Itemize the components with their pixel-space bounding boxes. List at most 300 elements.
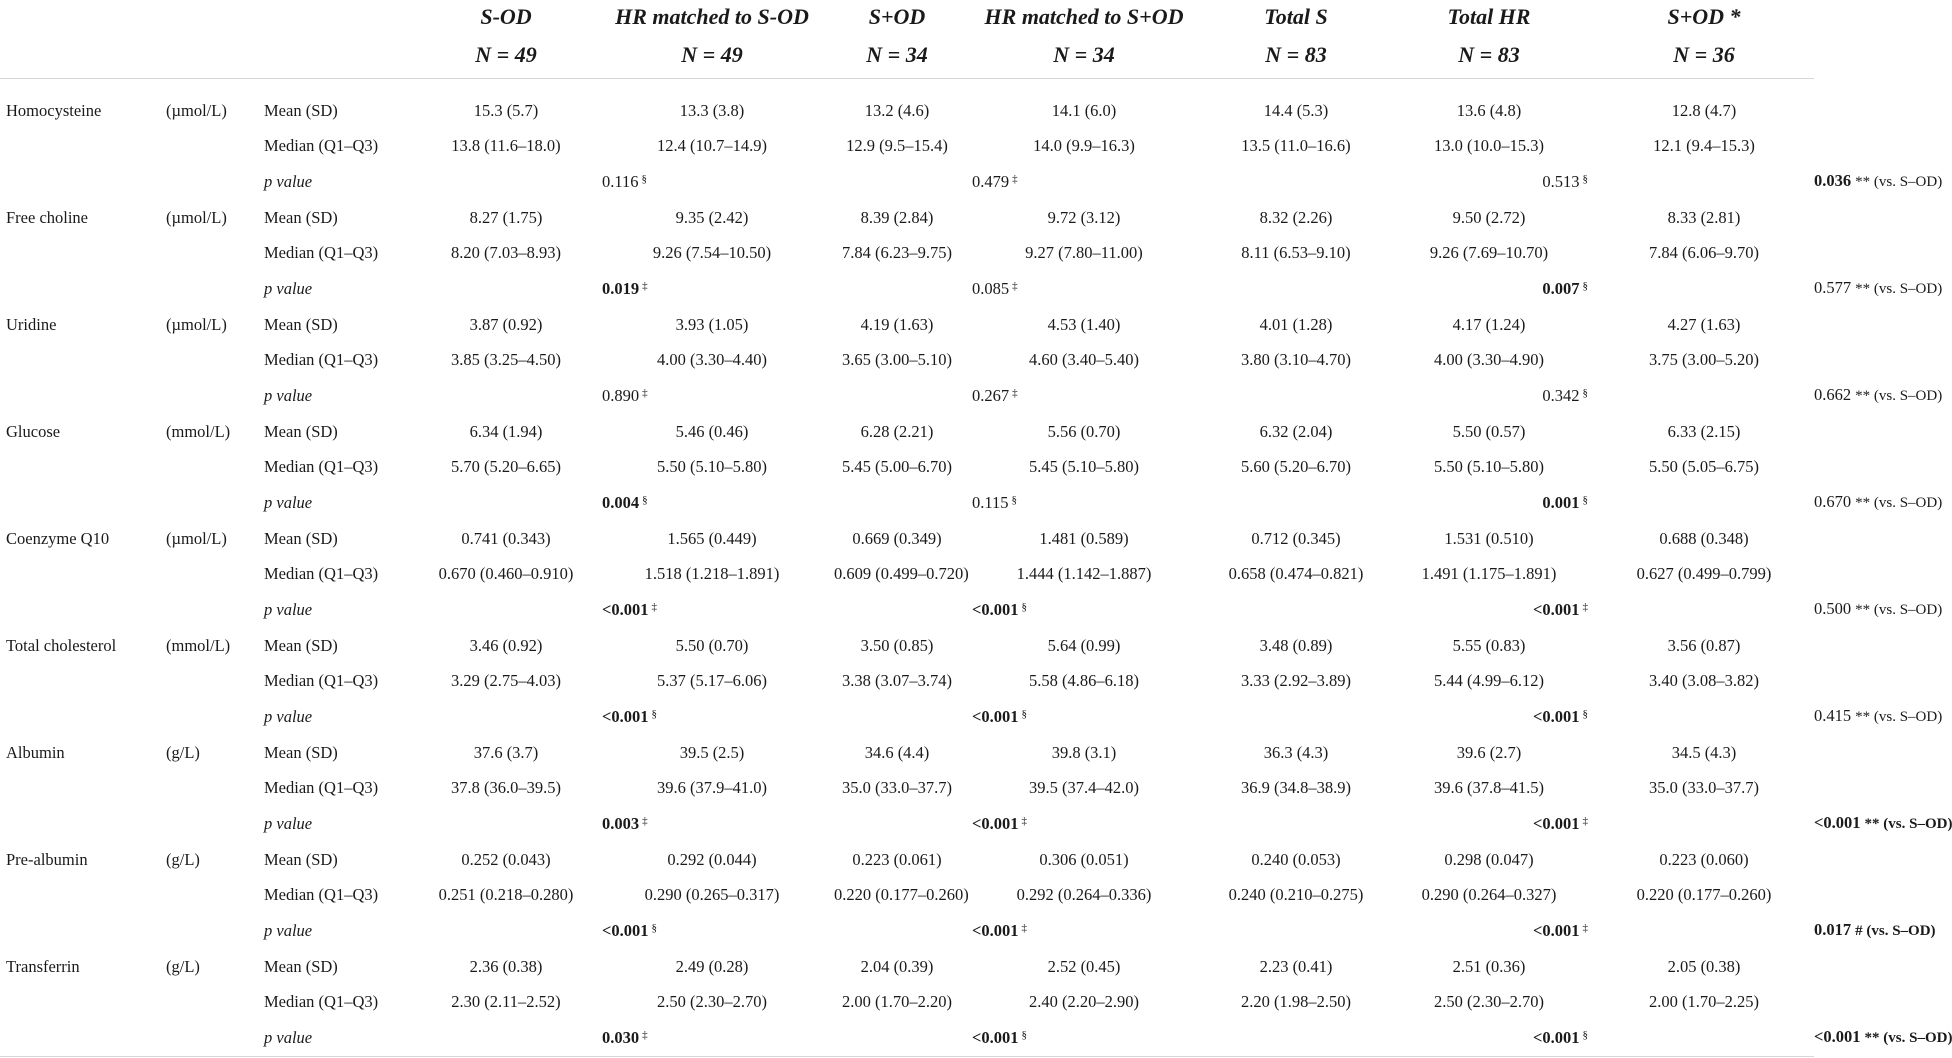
stat-label: Median (Q1–Q3) bbox=[264, 243, 379, 262]
mean-value: 2.52 (0.45) bbox=[1047, 957, 1121, 976]
p-test-mark: § bbox=[1021, 1029, 1028, 1041]
column-title: HR matched to S-OD bbox=[615, 4, 809, 29]
median-value: 0.290 (0.264–0.327) bbox=[1421, 885, 1557, 904]
p-test-mark: ‡ bbox=[1012, 280, 1018, 292]
table-row-median bbox=[0, 770, 1814, 805]
mean-value: 6.33 (2.15) bbox=[1667, 422, 1741, 441]
mean-value: 6.28 (2.21) bbox=[860, 422, 934, 441]
mean-value: 39.8 (3.1) bbox=[1051, 743, 1117, 762]
median-value: 5.45 (5.10–5.80) bbox=[1029, 457, 1139, 476]
mean-value: 36.3 (4.3) bbox=[1263, 743, 1329, 762]
stat-label: p value bbox=[264, 172, 313, 191]
p-value-cell bbox=[590, 591, 834, 628]
median-value: 3.38 (3.07–3.74) bbox=[842, 671, 952, 690]
table-row-median bbox=[0, 128, 1814, 163]
stat-label: Median (Q1–Q3) bbox=[264, 136, 379, 155]
variable-unit: (µmol/L) bbox=[166, 101, 227, 120]
median-value: 7.84 (6.23–9.75) bbox=[842, 243, 952, 262]
stat-label: Mean (SD) bbox=[264, 422, 338, 441]
p-test-mark: ‡ bbox=[1021, 922, 1028, 934]
p-value-cell bbox=[960, 484, 1208, 521]
median-value: 3.40 (3.08–3.82) bbox=[1649, 671, 1759, 690]
median-value: 0.220 (0.177–0.260) bbox=[834, 885, 969, 904]
p-comparison-note: ** (vs. S–OD) bbox=[1855, 388, 1943, 404]
p-value-cell bbox=[590, 163, 834, 200]
stat-label: p value bbox=[264, 386, 313, 405]
mean-value: 34.5 (4.3) bbox=[1671, 743, 1737, 762]
median-value: 5.50 (5.05–6.75) bbox=[1649, 457, 1759, 476]
table-row-mean bbox=[0, 307, 1814, 342]
median-value: 13.8 (11.6–18.0) bbox=[451, 136, 561, 155]
median-value: 39.6 (37.9–41.0) bbox=[657, 778, 767, 797]
mean-value: 0.223 (0.060) bbox=[1659, 850, 1749, 869]
median-value: 9.26 (7.69–10.70) bbox=[1429, 243, 1549, 262]
median-value: 4.00 (3.30–4.40) bbox=[657, 350, 767, 369]
median-value: 3.65 (3.00–5.10) bbox=[842, 350, 952, 369]
p-test-mark: ‡ bbox=[642, 815, 648, 827]
p-value-cell bbox=[1384, 163, 1594, 200]
median-value: 5.50 (5.10–5.80) bbox=[657, 457, 767, 476]
column-n: N = 49 bbox=[590, 35, 834, 79]
median-value: 0.609 (0.499–0.720) bbox=[834, 564, 969, 583]
median-value: 0.240 (0.210–0.275) bbox=[1228, 885, 1364, 904]
mean-value: 4.19 (1.63) bbox=[860, 315, 934, 334]
table-body bbox=[0, 79, 1952, 1057]
p-value: 0.001 bbox=[1542, 493, 1580, 512]
variable-name: Coenzyme Q10 bbox=[6, 529, 110, 548]
p-test-mark: ‡ bbox=[642, 1029, 648, 1041]
variable-unit: (µmol/L) bbox=[166, 208, 227, 227]
p-value: <0.001 bbox=[1814, 813, 1861, 832]
mean-value: 0.741 (0.343) bbox=[461, 529, 551, 548]
table-row-mean bbox=[0, 200, 1814, 235]
p-value: <0.001 bbox=[602, 600, 649, 619]
p-test-mark: ‡ bbox=[1582, 815, 1588, 827]
p-value: <0.001 bbox=[972, 1028, 1019, 1047]
table-row-pvalue bbox=[0, 591, 1814, 628]
mean-value: 3.50 (0.85) bbox=[860, 636, 934, 655]
p-value-cell bbox=[1384, 270, 1594, 307]
p-value: 0.513 bbox=[1542, 172, 1580, 191]
p-value: 0.662 bbox=[1814, 385, 1852, 404]
p-value: <0.001 bbox=[1532, 600, 1580, 619]
median-value: 3.85 (3.25–4.50) bbox=[451, 350, 561, 369]
p-value-cell bbox=[960, 591, 1208, 628]
table-row-median bbox=[0, 449, 1814, 484]
mean-value: 0.712 (0.345) bbox=[1251, 529, 1341, 548]
p-test-mark: § bbox=[1582, 280, 1588, 292]
stat-label: Median (Q1–Q3) bbox=[264, 671, 379, 690]
mean-value: 5.50 (0.57) bbox=[1452, 422, 1526, 441]
column-n: N = 34 bbox=[960, 35, 1208, 79]
p-value-cell bbox=[1384, 484, 1594, 521]
mean-value: 4.01 (1.28) bbox=[1259, 315, 1333, 334]
p-test-mark: § bbox=[1021, 601, 1028, 613]
table-row-mean bbox=[0, 93, 1814, 128]
p-test-mark: ‡ bbox=[1012, 173, 1018, 185]
p-test-mark: § bbox=[1021, 708, 1028, 720]
table-header bbox=[0, 0, 1814, 79]
median-value: 0.658 (0.474–0.821) bbox=[1228, 564, 1364, 583]
p-value: 0.342 bbox=[1542, 386, 1580, 405]
mean-value: 8.27 (1.75) bbox=[469, 208, 543, 227]
column-n: N = 36 bbox=[1594, 35, 1814, 79]
p-value: 0.017 bbox=[1814, 920, 1852, 939]
median-value: 8.11 (6.53–9.10) bbox=[1241, 243, 1351, 262]
p-value: 0.004 bbox=[602, 493, 640, 512]
mean-value: 1.565 (0.449) bbox=[667, 529, 757, 548]
mean-value: 2.05 (0.38) bbox=[1667, 957, 1741, 976]
median-value: 39.6 (37.8–41.5) bbox=[1434, 778, 1544, 797]
p-value: 0.085 bbox=[972, 279, 1010, 298]
stat-label: p value bbox=[264, 600, 313, 619]
variable-unit: (g/L) bbox=[166, 957, 200, 976]
median-value: 8.20 (7.03–8.93) bbox=[451, 243, 561, 262]
mean-value: 0.240 (0.053) bbox=[1251, 850, 1341, 869]
variable-unit: (g/L) bbox=[166, 850, 200, 869]
median-value: 3.33 (2.92–3.89) bbox=[1241, 671, 1351, 690]
p-test-mark: ‡ bbox=[642, 280, 648, 292]
stat-label: Mean (SD) bbox=[264, 101, 338, 120]
mean-value: 12.8 (4.7) bbox=[1671, 101, 1737, 120]
median-value: 5.58 (4.86–6.18) bbox=[1029, 671, 1139, 690]
p-value-cell bbox=[1384, 591, 1594, 628]
mean-value: 5.56 (0.70) bbox=[1047, 422, 1121, 441]
p-value-cell bbox=[590, 270, 834, 307]
p-value-cell bbox=[590, 698, 834, 735]
mean-value: 9.50 (2.72) bbox=[1452, 208, 1526, 227]
p-test-mark: ‡ bbox=[1582, 922, 1588, 934]
median-value: 35.0 (33.0–37.7) bbox=[842, 778, 952, 797]
median-value: 5.50 (5.10–5.80) bbox=[1434, 457, 1544, 476]
median-value: 3.29 (2.75–4.03) bbox=[451, 671, 561, 690]
p-test-mark: § bbox=[1582, 1029, 1588, 1041]
median-value: 13.5 (11.0–16.6) bbox=[1241, 136, 1351, 155]
stat-label: p value bbox=[264, 814, 313, 833]
p-test-mark: § bbox=[651, 708, 658, 720]
table-row-mean bbox=[0, 735, 1814, 770]
median-value: 2.00 (1.70–2.25) bbox=[1649, 992, 1759, 1011]
p-value: 0.267 bbox=[972, 386, 1010, 405]
table-row-median bbox=[0, 235, 1814, 270]
variable-name: Uridine bbox=[6, 315, 57, 334]
median-value: 12.9 (9.5–15.4) bbox=[846, 136, 948, 155]
table-row-pvalue bbox=[0, 377, 1814, 414]
table-row-pvalue bbox=[0, 912, 1814, 949]
p-test-mark: ‡ bbox=[642, 387, 648, 399]
p-value: <0.001 bbox=[972, 814, 1019, 833]
p-value: 0.500 bbox=[1814, 599, 1852, 618]
mean-value: 2.23 (0.41) bbox=[1259, 957, 1333, 976]
p-test-mark: § bbox=[1582, 708, 1588, 720]
p-value: 0.030 bbox=[602, 1028, 640, 1047]
median-value: 2.40 (2.20–2.90) bbox=[1029, 992, 1139, 1011]
mean-value: 13.6 (4.8) bbox=[1456, 101, 1522, 120]
median-value: 0.627 (0.499–0.799) bbox=[1636, 564, 1772, 583]
median-value: 9.27 (7.80–11.00) bbox=[1025, 243, 1143, 262]
mean-value: 0.223 (0.061) bbox=[852, 850, 942, 869]
mean-value: 5.64 (0.99) bbox=[1047, 636, 1121, 655]
p-value: 0.019 bbox=[602, 279, 640, 298]
median-value: 35.0 (33.0–37.7) bbox=[1649, 778, 1759, 797]
p-test-mark: § bbox=[1582, 173, 1588, 185]
p-value-cell bbox=[1384, 912, 1594, 949]
p-value: <0.001 bbox=[1532, 814, 1580, 833]
p-test-mark: § bbox=[642, 494, 648, 506]
mean-value: 0.292 (0.044) bbox=[667, 850, 757, 869]
p-value-cell bbox=[960, 377, 1208, 414]
column-title: Total S bbox=[1264, 4, 1328, 29]
p-comparison-note: # (vs. S–OD) bbox=[1855, 923, 1936, 939]
p-value-cell bbox=[960, 698, 1208, 735]
p-test-mark: ‡ bbox=[1021, 815, 1028, 827]
p-value-cell bbox=[590, 912, 834, 949]
stat-label: Mean (SD) bbox=[264, 850, 338, 869]
median-value: 7.84 (6.06–9.70) bbox=[1649, 243, 1759, 262]
median-value: 14.0 (9.9–16.3) bbox=[1033, 136, 1135, 155]
p-value: 0.479 bbox=[972, 172, 1010, 191]
p-value: 0.415 bbox=[1814, 706, 1852, 725]
mean-value: 9.72 (3.12) bbox=[1047, 208, 1121, 227]
p-value: <0.001 bbox=[972, 921, 1019, 940]
table-row-median bbox=[0, 663, 1814, 698]
mean-value: 2.49 (0.28) bbox=[675, 957, 749, 976]
p-value: <0.001 bbox=[602, 921, 649, 940]
median-value: 0.220 (0.177–0.260) bbox=[1636, 885, 1772, 904]
p-value: 0.007 bbox=[1542, 279, 1580, 298]
mean-value: 2.51 (0.36) bbox=[1452, 957, 1526, 976]
median-value: 0.251 (0.218–0.280) bbox=[438, 885, 574, 904]
table-row-pvalue bbox=[0, 484, 1814, 521]
median-value: 1.518 (1.218–1.891) bbox=[644, 564, 780, 583]
stat-label: Mean (SD) bbox=[264, 636, 338, 655]
column-title: S+OD * bbox=[1667, 4, 1741, 29]
variable-name: Glucose bbox=[6, 422, 61, 441]
table-row-pvalue bbox=[0, 270, 1814, 307]
variable-unit: (g/L) bbox=[166, 743, 200, 762]
table-row-median bbox=[0, 556, 1814, 591]
p-comparison-note: ** (vs. S–OD) bbox=[1855, 602, 1943, 618]
mean-value: 0.252 (0.043) bbox=[461, 850, 551, 869]
mean-value: 39.5 (2.5) bbox=[679, 743, 745, 762]
mean-value: 0.669 (0.349) bbox=[852, 529, 942, 548]
mean-value: 13.3 (3.8) bbox=[679, 101, 745, 120]
table-row-pvalue bbox=[0, 698, 1814, 735]
spacer-row bbox=[0, 79, 1814, 94]
p-value: 0.890 bbox=[602, 386, 640, 405]
median-value: 0.292 (0.264–0.336) bbox=[1016, 885, 1152, 904]
p-value-cell bbox=[960, 270, 1208, 307]
mean-value: 0.298 (0.047) bbox=[1444, 850, 1534, 869]
p-value: 0.670 bbox=[1814, 492, 1852, 511]
table-row-mean bbox=[0, 842, 1814, 877]
median-value: 36.9 (34.8–38.9) bbox=[1241, 778, 1351, 797]
p-value: <0.001 bbox=[972, 600, 1019, 619]
median-value: 13.0 (10.0–15.3) bbox=[1434, 136, 1544, 155]
p-comparison-note: ** (vs. S–OD) bbox=[1855, 174, 1943, 190]
table-row-mean bbox=[0, 949, 1814, 984]
median-value: 2.00 (1.70–2.20) bbox=[842, 992, 952, 1011]
median-value: 2.50 (2.30–2.70) bbox=[1434, 992, 1544, 1011]
mean-value: 13.2 (4.6) bbox=[864, 101, 930, 120]
stat-label: p value bbox=[256, 1019, 422, 1057]
median-value: 39.5 (37.4–42.0) bbox=[1029, 778, 1139, 797]
stat-label: Median (Q1–Q3) bbox=[264, 885, 379, 904]
median-value: 9.26 (7.54–10.50) bbox=[652, 243, 772, 262]
mean-value: 14.1 (6.0) bbox=[1051, 101, 1117, 120]
stat-label: p value bbox=[264, 707, 313, 726]
mean-value: 5.50 (0.70) bbox=[675, 636, 749, 655]
p-value-cell bbox=[590, 1019, 834, 1057]
stat-label: p value bbox=[264, 493, 313, 512]
stat-label: Mean (SD) bbox=[264, 208, 338, 227]
p-value-cell bbox=[1384, 1019, 1594, 1057]
median-value: 5.45 (5.00–6.70) bbox=[842, 457, 952, 476]
variable-name: Total cholesterol bbox=[6, 636, 117, 655]
mean-value: 6.32 (2.04) bbox=[1259, 422, 1333, 441]
median-value: 5.70 (5.20–6.65) bbox=[451, 457, 561, 476]
median-value: 2.30 (2.11–2.52) bbox=[451, 992, 561, 1011]
variable-unit: (mmol/L) bbox=[166, 636, 231, 655]
median-value: 4.00 (3.30–4.90) bbox=[1434, 350, 1544, 369]
median-value: 12.1 (9.4–15.3) bbox=[1653, 136, 1755, 155]
stat-label: Median (Q1–Q3) bbox=[264, 564, 379, 583]
p-value: 0.577 bbox=[1814, 278, 1852, 297]
table-row-pvalue bbox=[0, 163, 1814, 200]
p-test-mark: § bbox=[651, 922, 658, 934]
p-test-mark: § bbox=[1582, 387, 1588, 399]
p-test-mark: ‡ bbox=[1582, 601, 1588, 613]
p-value: <0.001 bbox=[602, 707, 649, 726]
table-row-mean bbox=[0, 628, 1814, 663]
median-value: 1.491 (1.175–1.891) bbox=[1421, 564, 1557, 583]
stat-label: Mean (SD) bbox=[264, 957, 338, 976]
table-row-median bbox=[0, 984, 1814, 1019]
median-value: 5.44 (4.99–6.12) bbox=[1434, 671, 1544, 690]
median-value: 12.4 (10.7–14.9) bbox=[657, 136, 767, 155]
stat-label: Mean (SD) bbox=[264, 529, 338, 548]
mean-value: 6.34 (1.94) bbox=[469, 422, 543, 441]
p-value-cell bbox=[960, 1019, 1208, 1057]
mean-value: 39.6 (2.7) bbox=[1456, 743, 1522, 762]
variable-name: Albumin bbox=[6, 743, 65, 762]
mean-value: 14.4 (5.3) bbox=[1263, 101, 1329, 120]
variable-unit: (µmol/L) bbox=[166, 529, 227, 548]
p-comparison-note: ** (vs. S–OD) bbox=[1855, 281, 1943, 297]
p-value-cell bbox=[590, 377, 834, 414]
median-value: 0.290 (0.265–0.317) bbox=[644, 885, 780, 904]
p-value-cell bbox=[1384, 698, 1594, 735]
p-comparison-note: ** (vs. S–OD) bbox=[1864, 816, 1952, 832]
table-row-pvalue bbox=[0, 1019, 1814, 1057]
column-title: S+OD bbox=[868, 4, 926, 29]
p-value: 0.036 bbox=[1814, 171, 1852, 190]
variable-name: Transferrin bbox=[6, 957, 80, 976]
p-value-cell bbox=[1384, 377, 1594, 414]
mean-value: 9.35 (2.42) bbox=[675, 208, 749, 227]
stat-label: Median (Q1–Q3) bbox=[264, 350, 379, 369]
mean-value: 3.46 (0.92) bbox=[469, 636, 543, 655]
mean-value: 8.33 (2.81) bbox=[1667, 208, 1741, 227]
p-value-cell bbox=[590, 805, 834, 842]
variable-name: Pre-albumin bbox=[6, 850, 88, 869]
column-title: S-OD bbox=[480, 4, 532, 29]
median-value: 2.50 (2.30–2.70) bbox=[657, 992, 767, 1011]
mean-value: 8.39 (2.84) bbox=[860, 208, 934, 227]
mean-value: 0.688 (0.348) bbox=[1659, 529, 1749, 548]
p-value: <0.001 bbox=[1532, 921, 1580, 940]
p-value: <0.001 bbox=[972, 707, 1019, 726]
mean-value: 1.531 (0.510) bbox=[1444, 529, 1534, 548]
p-test-mark: ‡ bbox=[651, 601, 658, 613]
mean-value: 1.481 (0.589) bbox=[1039, 529, 1129, 548]
mean-value: 4.27 (1.63) bbox=[1667, 315, 1741, 334]
p-value-cell bbox=[960, 912, 1208, 949]
mean-value: 3.87 (0.92) bbox=[469, 315, 543, 334]
mean-value: 3.48 (0.89) bbox=[1259, 636, 1333, 655]
p-value: <0.001 bbox=[1532, 707, 1580, 726]
median-value: 3.80 (3.10–4.70) bbox=[1241, 350, 1351, 369]
stat-label: Mean (SD) bbox=[264, 315, 338, 334]
stat-label: Median (Q1–Q3) bbox=[264, 778, 379, 797]
stat-label: p value bbox=[264, 921, 313, 940]
column-title: Total HR bbox=[1447, 4, 1531, 29]
variable-name: Homocysteine bbox=[6, 101, 102, 120]
mean-value: 2.36 (0.38) bbox=[469, 957, 543, 976]
median-value: 5.60 (5.20–6.70) bbox=[1241, 457, 1351, 476]
p-value-cell bbox=[960, 163, 1208, 200]
median-value: 1.444 (1.142–1.887) bbox=[1016, 564, 1152, 583]
column-n: N = 83 bbox=[1384, 35, 1594, 79]
p-comparison-note: ** (vs. S–OD) bbox=[1855, 709, 1943, 725]
table-row-mean bbox=[0, 521, 1814, 556]
p-value: 0.003 bbox=[602, 814, 640, 833]
median-value: 0.670 (0.460–0.910) bbox=[438, 564, 574, 583]
median-value: 37.8 (36.0–39.5) bbox=[451, 778, 561, 797]
column-n: N = 49 bbox=[422, 35, 590, 79]
p-value-cell bbox=[960, 805, 1208, 842]
p-value: 0.115 bbox=[972, 493, 1009, 512]
mean-value: 4.17 (1.24) bbox=[1452, 315, 1526, 334]
table-row-pvalue bbox=[0, 805, 1814, 842]
p-value-cell bbox=[1384, 805, 1594, 842]
mean-value: 3.93 (1.05) bbox=[675, 315, 749, 334]
column-n: N = 83 bbox=[1208, 35, 1384, 79]
mean-value: 8.32 (2.26) bbox=[1259, 208, 1333, 227]
variable-unit: (mmol/L) bbox=[166, 422, 231, 441]
median-value: 5.37 (5.17–6.06) bbox=[657, 671, 767, 690]
mean-value: 4.53 (1.40) bbox=[1047, 315, 1121, 334]
p-value: 0.116 bbox=[602, 172, 639, 191]
mean-value: 2.04 (0.39) bbox=[860, 957, 934, 976]
table-row-mean bbox=[0, 414, 1814, 449]
mean-value: 5.46 (0.46) bbox=[675, 422, 749, 441]
p-value: <0.001 bbox=[1532, 1028, 1580, 1047]
p-test-mark: ‡ bbox=[1012, 387, 1018, 399]
p-test-mark: § bbox=[1011, 494, 1018, 506]
mean-value: 15.3 (5.7) bbox=[473, 101, 539, 120]
mean-value: 34.6 (4.4) bbox=[864, 743, 930, 762]
stat-label: Mean (SD) bbox=[264, 743, 338, 762]
p-test-mark: § bbox=[1582, 494, 1588, 506]
median-value: 2.20 (1.98–2.50) bbox=[1241, 992, 1351, 1011]
variable-unit: (µmol/L) bbox=[166, 315, 227, 334]
median-value: 3.75 (3.00–5.20) bbox=[1649, 350, 1759, 369]
p-comparison-note: ** (vs. S–OD) bbox=[1855, 495, 1943, 511]
variable-name: Free choline bbox=[6, 208, 89, 227]
p-value: <0.001 bbox=[1814, 1027, 1861, 1046]
mean-value: 3.56 (0.87) bbox=[1667, 636, 1741, 655]
